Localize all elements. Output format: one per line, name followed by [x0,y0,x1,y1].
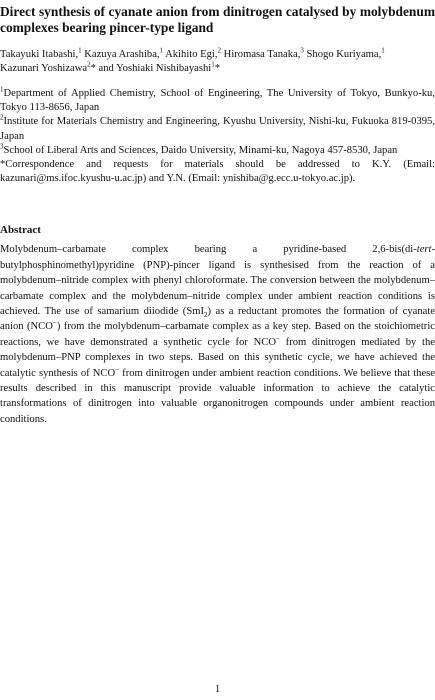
author-6: Kazunari Yoshizawa$^2$ [0,60,91,74]
author-4: Hiromasa Tanaka,$^3$ [221,46,304,60]
author-7-mark: * [214,63,221,74]
affiliation-2: $^2$Institute for Materials Chemistry and Engineering, Kyushu University, Nishi-ku, Fukuoka 819-0395, Japan [0,113,435,142]
author-2: Kazuya Arashiba,$^1$ [81,46,164,60]
abstract-text: Molybdenum–carbamate complex bearing a pyridine-based 2,6-bis(di-tert-butylphosphinomethyl)pyridine (PNP)-pincer ligand is synthesised from the reaction of a molybdenum–nitride complex with phenyl chloroformate. The conversion between the molybdenum–carbamate complex and the molybdenum–nitride complex under ambient reaction conditions is achieved. The use of samarium diiodide (SmI$_2$) as a reductant promotes the formation of cyanate anion (NCO−) from the molybdenum–carbamate complex as a key step. Based on the stoichiometric reactions, we have demonstrated a synthetic cycle for NCO− from dinitrogen mediated by the molybdenum–PNP complexes in two steps. Based on this synthetic cycle, we have achieved the catalytic synthesis of NCO− from dinitrogen under ambient reaction conditions. We believe that these results described in this manuscript provide valuable information to achieve the catalytic transformations of dinitrogen into valuable organonitrogen compounds under ambient reaction conditions. [0,244,435,425]
page-number: 1 [214,684,221,695]
correspondence-note: *Correspondence and requests for materials should be addressed to K.Y. (Email: kazunari@ms.ifoc.kyushu-u.ac.jp) and Y.N. (Email: ynishiba@g.ecc.u-tokyo.ac.jp). [0,159,435,185]
author-3: Akihito Egi,$^2$ [163,46,222,60]
paper-title: Direct synthesis of cyanate anion from dinitrogen catalysed by molybdenum complexes bearing pincer-type ligand [0,4,435,35]
abstract-heading: Abstract [0,224,41,237]
page-content [0,4,435,427]
affiliation-3: $^3$School of Liberal Arts and Sciences, Daido University, Minami-ku, Nagoya 457-8530, Japan [0,142,398,156]
affiliation-1: $^1$Department of Applied Chemistry, School of Engineering, The University of Tokyo, Bunkyo-ku, Tokyo 113-8656, Japan [0,85,435,114]
author-1: Takayuki Itabashi,$^1$ [0,46,82,60]
author-5: Shogo Kuriyama,$^1$ [303,46,385,60]
author-7: * and Yoshiaki Nishibayashi$^1$ [90,60,215,74]
author-list [0,48,435,76]
